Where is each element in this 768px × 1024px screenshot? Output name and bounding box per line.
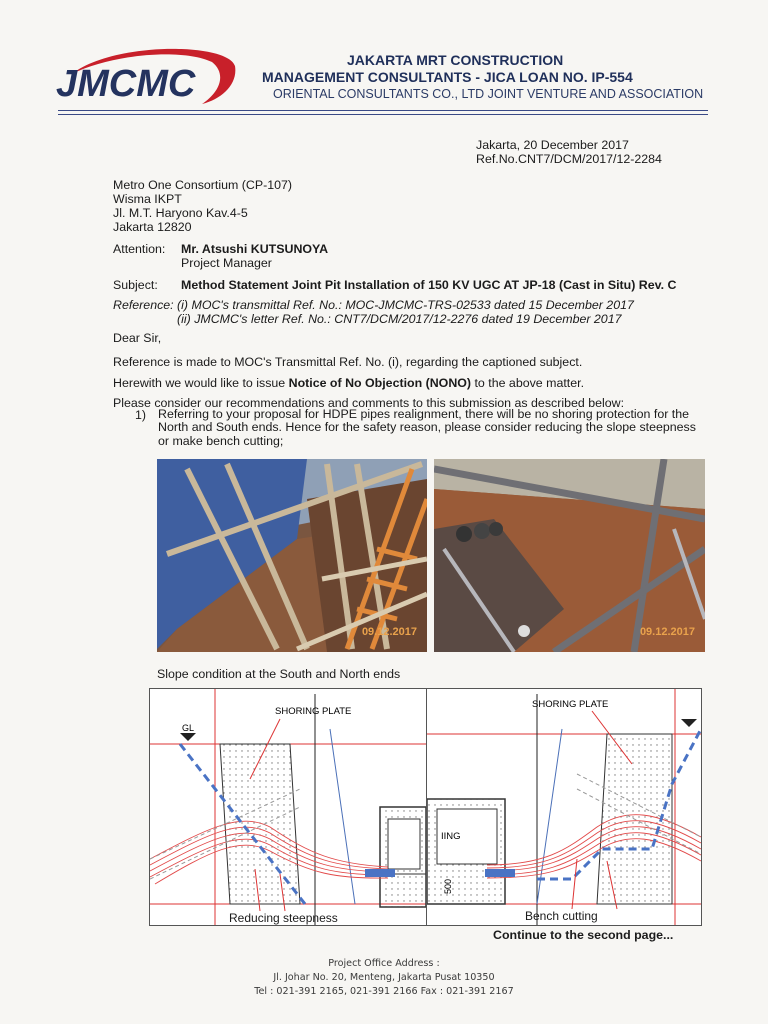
letter-ref-no: Ref.No.CNT7/DCM/2017/12-2284 [476,152,662,166]
address-line: Jakarta 12820 [113,220,192,234]
site-photo-south [157,459,427,652]
reference-line-2: (ii) JMCMC's letter Ref. No.: CNT7/DCM/2017/12-2276 dated 19 December 2017 [177,312,622,326]
attention-name: Mr. Atsushi KUTSUNOYA [181,242,329,256]
footer-address-label: Project Office Address : [328,958,440,969]
gl-label: GL [182,723,195,733]
recipient-address [113,178,292,234]
photo-date-stamp: 09.12.2017 [639,626,695,638]
footer-contact: Tel : 021-391 2165, 021-391 2166 Fax : 021-391 2167 [254,986,514,997]
address-line: Wisma IKPT [113,192,182,206]
attention-label: Attention: [113,242,166,256]
drawing-bench-cutting [426,688,702,926]
paragraph-1: Reference is made to MOC's Transmittal Ref. No. (i), regarding the captioned subject. [113,355,583,369]
org-name-line1: JAKARTA MRT CONSTRUCTION [347,52,564,68]
para2-pre: Herewith we would like to issue [113,376,289,390]
letter-date: Jakarta, 20 December 2017 [476,138,629,152]
header-rule [58,110,708,111]
org-name-line2: MANAGEMENT CONSULTANTS - JICA LOAN NO. IP-554 [262,69,633,85]
drawing-label-bench-cutting: Bench cutting [525,909,598,923]
address-line: Metro One Consortium (CP-107) [113,178,293,192]
org-name-line3: ORIENTAL CONSULTANTS CO., LTD JOINT VENTURE AND ASSOCIATION [273,87,704,101]
header-rule [58,114,708,115]
jmcmc-logo [52,44,242,110]
attention-title: Project Manager [181,256,272,270]
paragraph-3: Please consider our recommendations and comments to this submission as described below: [113,396,625,410]
para2-post: to the above matter. [471,376,585,390]
paragraph-2 [113,376,584,390]
reference-line-1: Reference: (i) MOC's transmittal Ref. No.: MOC-JMCMC-TRS-02533 dated 15 December 2017 [113,298,634,312]
continue-note: Continue to the second page... [493,928,674,942]
subject-text: Method Statement Joint Pit Installation of 150 KV UGC AT JP-18 (Cast in Situ) Rev. C [181,278,677,292]
shoring-plate-label: SHORING PLATE [275,706,352,717]
footer-address: Jl. Johar No. 20, Menteng, Jakarta Pusat 10350 [273,972,495,983]
drawing-label-reducing-steepness: Reducing steepness [229,911,338,925]
shoring-plate-label: SHORING PLATE [532,699,609,710]
site-photo-north [434,459,705,652]
item-number: 1) [135,408,147,422]
address-line: Jl. M.T. Haryono Kav.4-5 [113,206,248,220]
drawing-reducing-steepness [149,688,427,926]
photo-caption: Slope condition at the South and North ends [157,667,401,681]
photo-date-stamp: 09.12.2017 [361,626,417,638]
item-text: Referring to your proposal for HDPE pipes realignment, there will be no shoring protection for the North and South ends. Hence for the safety reason, please consider reducing the slope steepness or make bench cutting; [158,407,696,448]
salutation: Dear Sir, [113,331,162,345]
nono-emphasis: Notice of No Objection (NONO) [288,376,472,390]
dimension-label: 500 [443,878,453,894]
cable-label: IING [441,831,461,842]
subject-label: Subject: [113,278,158,292]
logo-text: JMCMC [56,63,196,105]
